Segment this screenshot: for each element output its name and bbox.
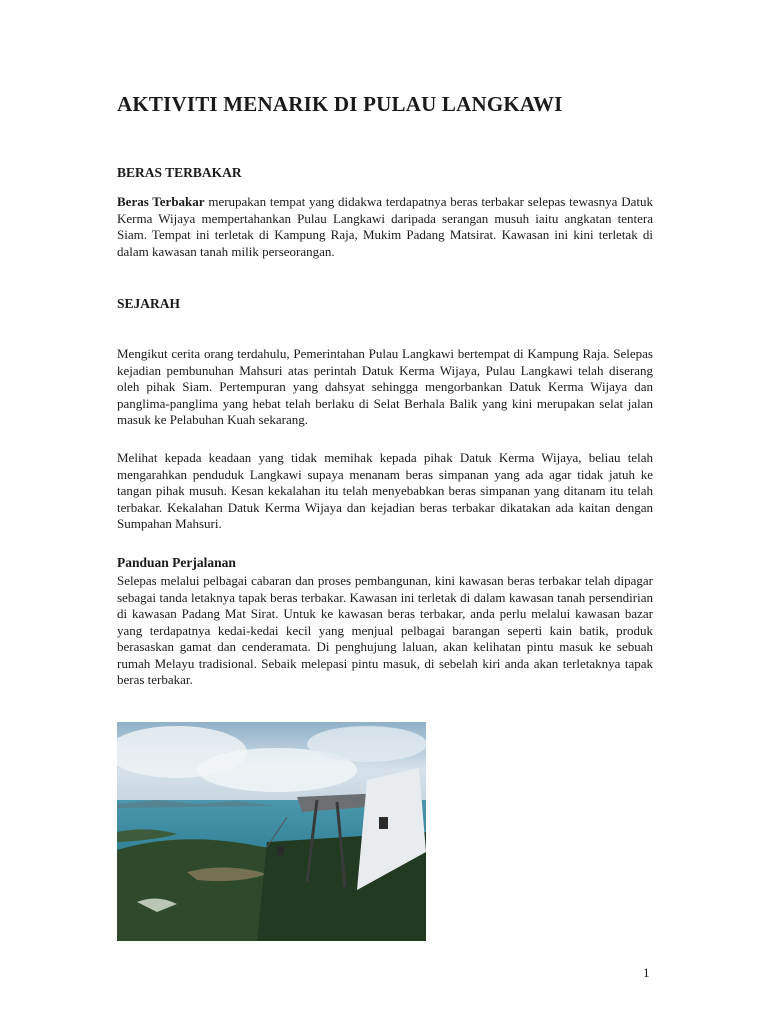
page-number: 1 xyxy=(643,965,650,980)
paragraph-beras-terbakar xyxy=(117,194,653,260)
section-heading-panduan: Panduan Perjalanan xyxy=(117,555,236,570)
langkawi-cable-car-photo xyxy=(117,722,426,941)
paragraph-text: merupakan tempat yang didakwa terdapatnya beras terbakar selepas tewasnya Datuk Kerma Wijaya mempertahankan Pulau Langkawi daripada serangan musuh iaitu angkatan tentera Siam. Tempat ini terletak di Kampung Raja, Mukim Padang Matsirat. Kawasan ini kini terletak di dalam kawasan tanah milik perseorangan. xyxy=(117,194,653,259)
lead-bold-text: Beras Terbakar xyxy=(117,194,205,209)
page-title: AKTIVITI MENARIK DI PULAU LANGKAWI xyxy=(117,92,563,116)
paragraph-sejarah-1: Mengikut cerita orang terdahulu, Pemerintahan Pulau Langkawi bertempat di Kampung Raja. Selepas kejadian pembunuhan Mahsuri atas perintah Datuk Kerma Wijaya, Pulau Langkawi telah diserang oleh pihak Siam. Pertempuran yang dahsyat sehingga mengorbankan Datuk Kerma Wijaya dan panglima-panglima yang hebat telah berlaku di Selat Berhala Balik yang kini merupakan selat jalan masuk ke Pelabuhan Kuah sekarang. xyxy=(117,346,653,427)
paragraph-sejarah-2: Melihat kepada keadaan yang tidak memihak kepada pihak Datuk Kerma Wijaya, beliau telah mengarahkan penduduk Langkawi supaya menanam beras simpanan yang ada agar tidak jatuh ke tangan pihak musuh. Kesan kekalahan itu telah menyebabkan beras simpanan yang ditanam itu telah terbakar. Kekalahan Datuk Kerma Wijaya dan kejadian beras terbakar dikatakan ada kaitan dengan Sumpahan Mahsuri. xyxy=(117,450,653,531)
section-heading-sejarah: SEJARAH xyxy=(117,296,181,311)
paragraph-panduan: Selepas melalui pelbagai cabaran dan proses pembangunan, kini kawasan beras terbakar telah dipagar sebagai tanda letaknya tapak beras terbakar. Kawasan ini terletak di dalam kawasan tanah persendirian di kawasan Padang Mat Sirat. Untuk ke kawasan beras terbakar, anda perlu melalui kawasan bazar yang terdapatnya kedai-kedai kecil yang menjual pelbagai barangan seperti kain batik, produk berasaskan gamat dan cenderamata. Di penghujung laluan, akan kelihatan pintu masuk ke sebuah rumah Melayu tradisional. Sebaik melepasi pintu masuk, di sebelah kiri anda akan terletaknya tapak beras terbakar. xyxy=(117,573,653,687)
section-heading-beras-terbakar: BERAS TERBAKAR xyxy=(117,165,242,180)
